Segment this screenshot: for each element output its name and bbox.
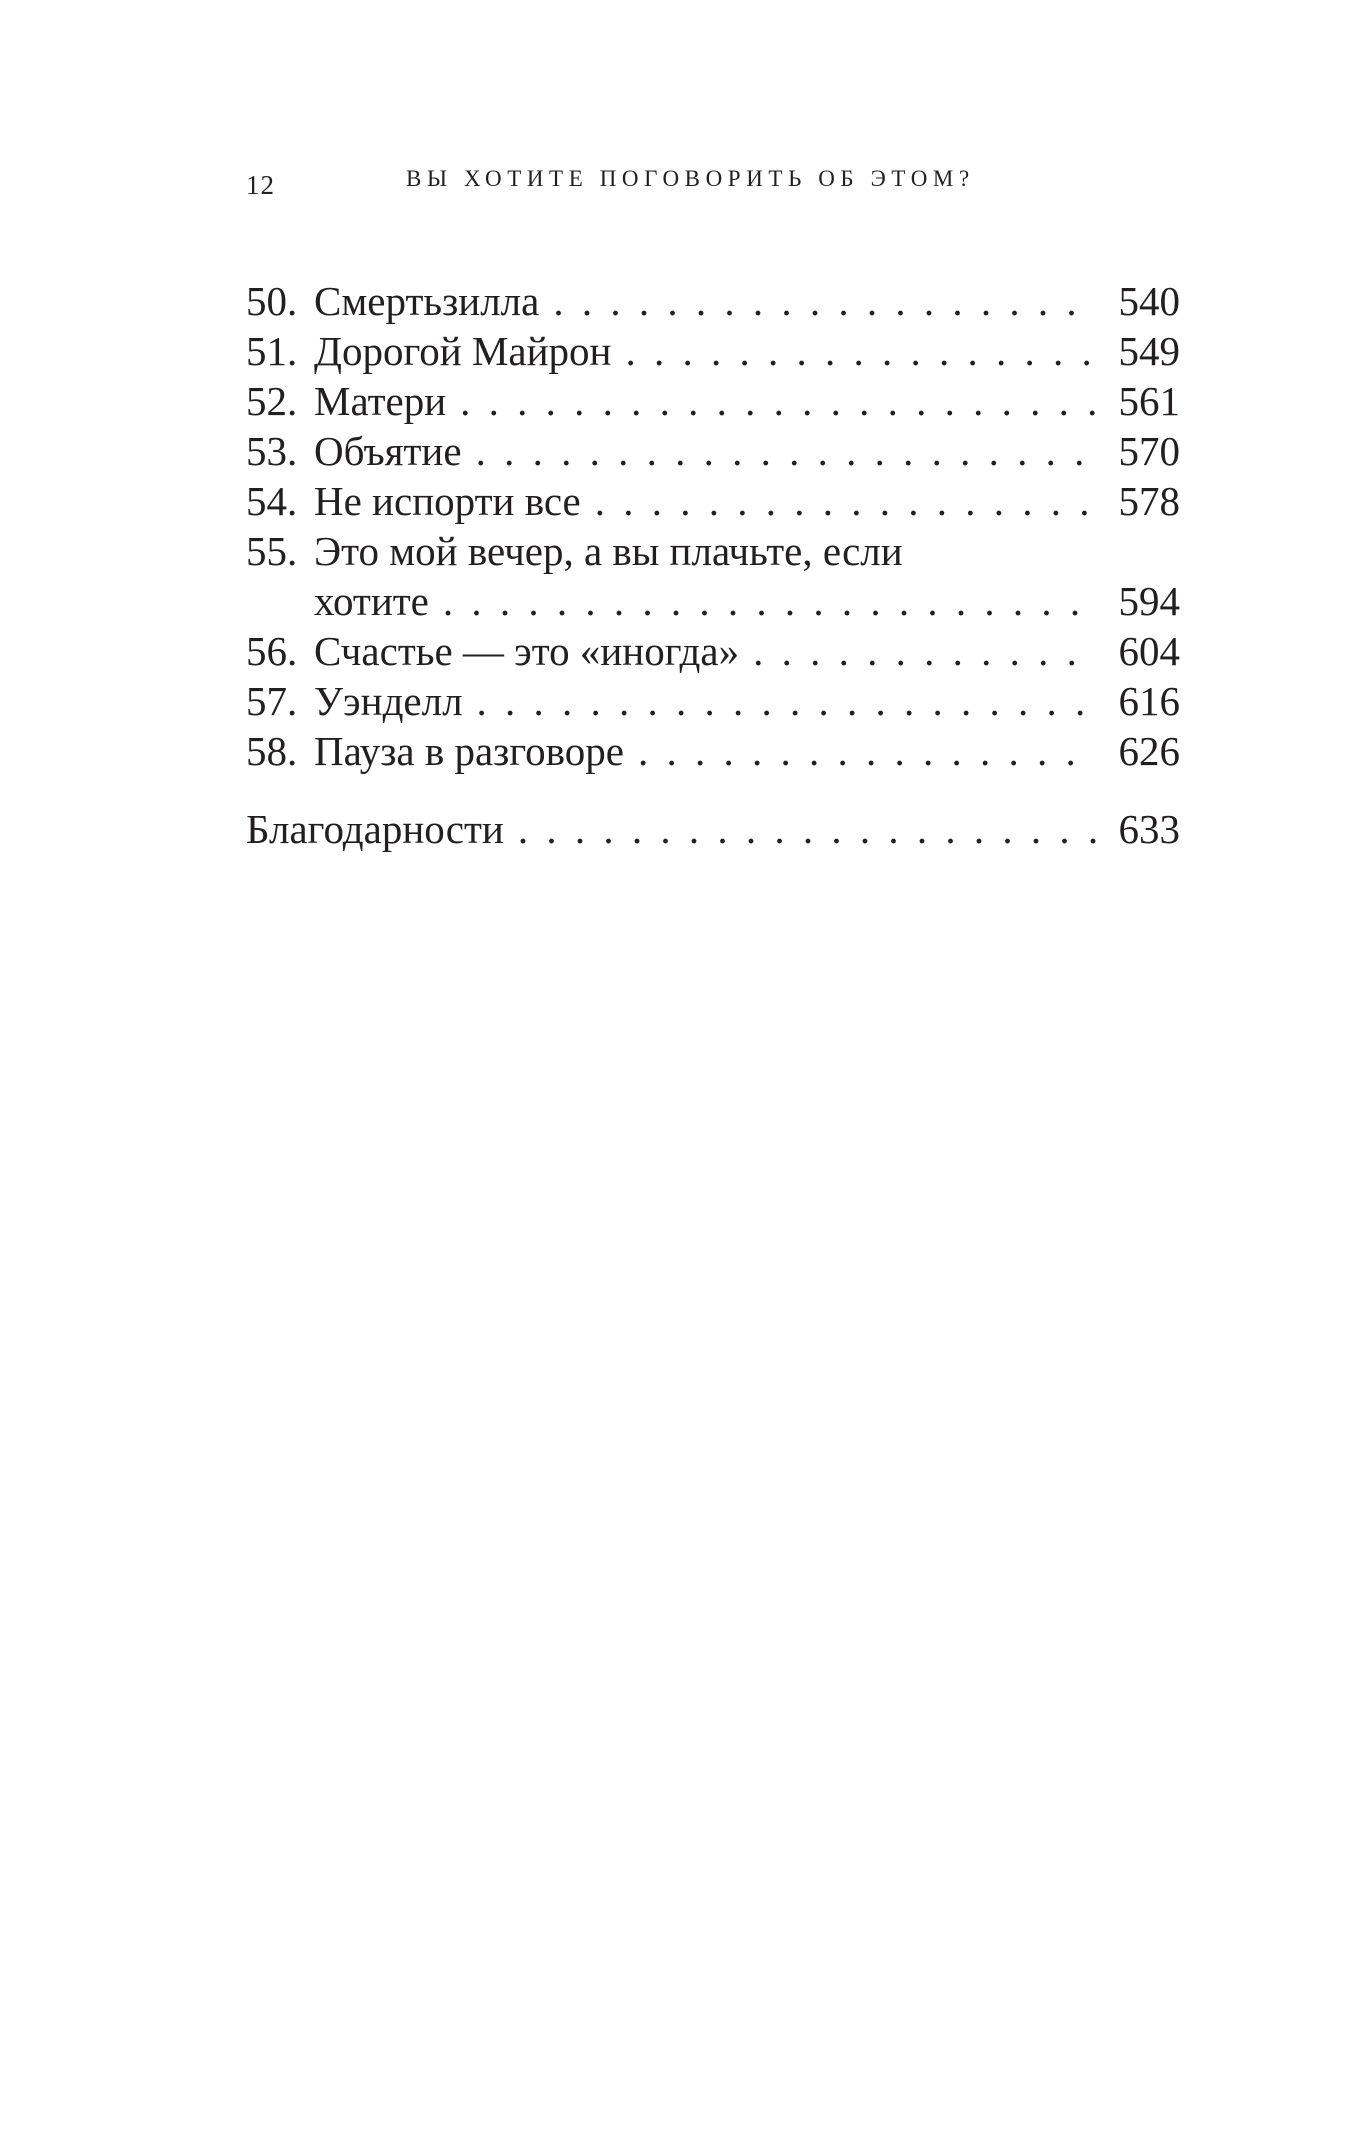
toc-entry-page: 626 [1118,728,1180,774]
toc-entry-page: 594 [1118,578,1180,624]
dot-leader [638,726,1096,776]
toc-entry-54[interactable] [246,476,1180,526]
running-head [246,166,1180,206]
toc-entry-number: 54. [246,478,298,524]
toc-entry-56[interactable] [246,626,1180,676]
toc-entry-page: 549 [1118,328,1180,374]
toc-entry-number: 56. [246,628,298,674]
toc-entry-page: 633 [1118,806,1180,852]
dot-leader [753,626,1096,676]
dot-leader [518,804,1096,854]
toc-entry-number: 58. [246,728,298,774]
toc-entry-page: 540 [1118,278,1180,324]
toc-entry-title: Дорогой Майрон [314,328,612,374]
toc-entry-57[interactable] [246,676,1180,726]
toc-entry-number: 50. [246,278,298,324]
toc-entry-title: Объятие [314,428,462,474]
toc-entry-acknowledgements[interactable] [246,804,1180,854]
toc-entry-number: 52. [246,378,298,424]
toc-entry-50[interactable] [246,276,1180,326]
toc-entry-page: 616 [1118,678,1180,724]
dot-leader [626,326,1097,376]
dot-leader [553,276,1096,326]
toc-entry-page: 604 [1118,628,1180,674]
toc-entry-number: 57. [246,678,298,724]
toc-entry-55[interactable] [246,526,1180,626]
running-title: ВЫ ХОТИТЕ ПОГОВОРИТЬ ОБ ЭТОМ? [406,166,975,191]
table-of-contents [246,276,1180,854]
dot-leader [477,676,1096,726]
toc-entry-page: 578 [1118,478,1180,524]
toc-entry-title: Уэнделл [314,678,463,724]
toc-entry-title: Матери [314,378,447,424]
toc-entry-title: Не испорти все [314,478,581,524]
toc-entry-52[interactable] [246,376,1180,426]
toc-entry-title-continuation: хотите [314,578,429,624]
toc-entry-53[interactable] [246,426,1180,476]
dot-leader [460,376,1096,426]
toc-entry-number: 53. [246,428,298,474]
page-number: 12 [246,170,275,200]
toc-entry-51[interactable] [246,326,1180,376]
dot-leader [443,576,1096,626]
toc-entry-title: Счастье — это «иногда» [314,628,740,674]
toc-entry-title: Смертьзилла [314,278,540,324]
toc-entry-page: 570 [1118,428,1180,474]
toc-entry-title: Благодарности [246,806,504,852]
toc-entry-title: Это мой вечер, а вы плачьте, если [314,528,903,574]
dot-leader [595,476,1096,526]
toc-entry-title: Пауза в разговоре [314,728,624,774]
dot-leader [476,426,1096,476]
toc-entry-page: 561 [1118,378,1180,424]
toc-entry-number: 55. [246,528,298,574]
toc-entry-number: 51. [246,328,298,374]
toc-entry-58[interactable] [246,726,1180,776]
